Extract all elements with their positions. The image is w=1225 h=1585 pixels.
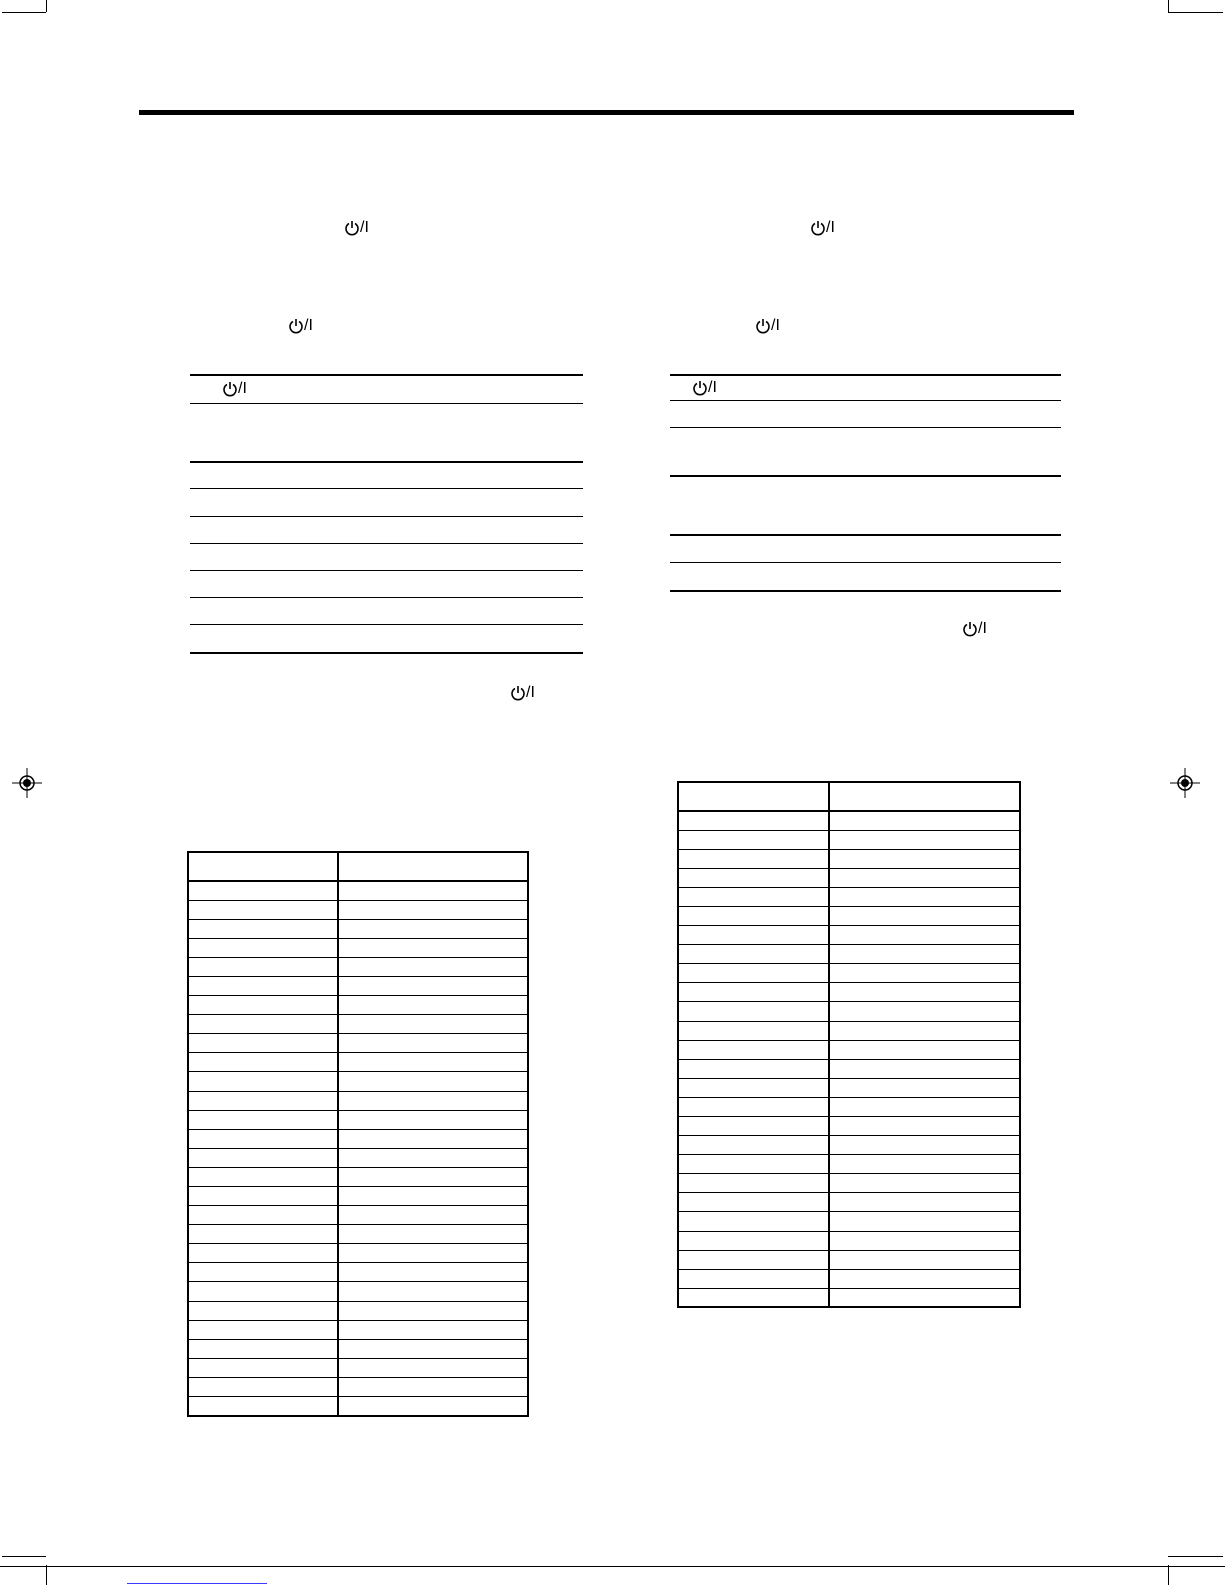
table-cell <box>678 983 829 1002</box>
table-cell <box>678 1021 829 1040</box>
table-row <box>188 1358 528 1377</box>
heading-rule <box>139 110 1074 115</box>
table-row <box>678 1117 1020 1136</box>
table-cell <box>338 1377 528 1396</box>
table-row <box>188 976 528 995</box>
table-row <box>678 906 1020 925</box>
table-cell <box>188 1091 338 1110</box>
table-cell <box>188 938 338 957</box>
table-row <box>678 1288 1020 1307</box>
table-cell <box>678 1136 829 1155</box>
table-cell <box>338 996 528 1015</box>
table-cell <box>338 1225 528 1244</box>
power-label: /I <box>978 620 987 637</box>
table-cell <box>829 983 1020 1002</box>
table-row <box>188 1167 528 1186</box>
table-cell <box>188 1301 338 1320</box>
left-data-table <box>187 851 529 1417</box>
table-row <box>678 1002 1020 1021</box>
table-row <box>188 1091 528 1110</box>
table-cell <box>829 906 1020 925</box>
table-rule <box>190 570 583 571</box>
table-cell <box>188 1015 338 1034</box>
table-cell <box>338 1358 528 1377</box>
table-cell <box>188 1167 338 1186</box>
table-cell <box>678 1193 829 1212</box>
table-cell <box>829 1212 1020 1231</box>
table-cell <box>188 1339 338 1358</box>
registration-mark-icon <box>12 768 42 798</box>
table-cell <box>678 1231 829 1250</box>
power-label: /I <box>304 317 313 334</box>
table-row <box>188 1397 528 1416</box>
power-standby-icon <box>223 381 237 397</box>
table-cell <box>188 1034 338 1053</box>
table-cell <box>829 849 1020 868</box>
right-data-table <box>677 781 1021 1308</box>
table-cell <box>338 1339 528 1358</box>
table-cell <box>338 919 528 938</box>
table-row <box>678 945 1020 964</box>
power-standby-icon <box>963 621 977 637</box>
table-row <box>188 1072 528 1091</box>
table-row <box>188 1339 528 1358</box>
table-cell <box>678 830 829 849</box>
table-row <box>678 926 1020 945</box>
table-cell <box>829 1193 1020 1212</box>
table-row <box>678 1078 1020 1097</box>
table-row <box>188 881 528 900</box>
power-symbol <box>511 683 535 703</box>
table-cell <box>188 1397 338 1416</box>
table-cell <box>678 1250 829 1269</box>
power-label: /I <box>238 380 247 397</box>
table-cell <box>188 1148 338 1167</box>
power-standby-icon <box>811 220 825 236</box>
table-cell <box>678 868 829 887</box>
table-row <box>678 1174 1020 1193</box>
table-row <box>188 996 528 1015</box>
table-cell <box>338 1072 528 1091</box>
table-rule <box>190 652 583 654</box>
table-row <box>678 830 1020 849</box>
crop-mark-br-v <box>1168 1565 1169 1585</box>
table-row <box>188 1015 528 1034</box>
power-label: /I <box>771 317 780 334</box>
table-row <box>678 811 1020 830</box>
power-standby-icon <box>693 380 707 396</box>
table-cell <box>188 1282 338 1301</box>
table-rule <box>190 516 583 517</box>
table-rule <box>670 562 1061 563</box>
table-cell <box>338 1110 528 1129</box>
table-cell <box>188 1377 338 1396</box>
table-cell <box>678 1097 829 1116</box>
table-cell <box>188 957 338 976</box>
table-row <box>188 938 528 957</box>
table-row <box>678 1040 1020 1059</box>
table-cell <box>338 1053 528 1072</box>
table-row <box>678 849 1020 868</box>
table-cell <box>829 887 1020 906</box>
table-cell <box>188 1072 338 1091</box>
crop-mark-bl-h <box>2 1556 46 1557</box>
table-cell <box>678 1002 829 1021</box>
table-cell <box>338 881 528 900</box>
table-row <box>678 1269 1020 1288</box>
table-rule <box>670 534 1061 536</box>
table-header-row <box>188 852 528 881</box>
table-cell <box>188 900 338 919</box>
table-cell <box>678 906 829 925</box>
table-row <box>678 1097 1020 1116</box>
table-cell <box>338 1244 528 1263</box>
table-row <box>678 1231 1020 1250</box>
footer-link-underline <box>127 1583 267 1584</box>
table-header-cell <box>829 782 1020 811</box>
power-label: /I <box>708 379 717 396</box>
table-cell <box>829 926 1020 945</box>
table-row <box>678 964 1020 983</box>
table-cell <box>829 868 1020 887</box>
table-rule <box>670 374 1061 376</box>
crop-mark-bl-v <box>46 1565 47 1585</box>
table-cell <box>829 1174 1020 1193</box>
table-cell <box>678 926 829 945</box>
table-rule <box>190 624 583 625</box>
table-rule <box>670 427 1061 428</box>
crop-mark-tr-h <box>1168 12 1223 13</box>
table-rule <box>190 403 583 404</box>
power-symbol <box>345 218 369 238</box>
table-row <box>678 1155 1020 1174</box>
table-row <box>188 1148 528 1167</box>
table-cell <box>188 881 338 900</box>
table-cell <box>678 887 829 906</box>
table-cell <box>678 1117 829 1136</box>
table-row <box>188 1053 528 1072</box>
table-header-cell <box>188 852 338 881</box>
table-rule <box>190 488 583 489</box>
table-cell <box>678 1269 829 1288</box>
table-rule <box>670 590 1061 592</box>
table-row <box>188 1225 528 1244</box>
table-cell <box>829 945 1020 964</box>
power-symbol <box>811 218 835 238</box>
table-cell <box>678 849 829 868</box>
table-cell <box>188 1244 338 1263</box>
table-cell <box>829 1059 1020 1078</box>
power-standby-icon <box>289 318 303 334</box>
table-cell <box>829 1021 1020 1040</box>
table-row <box>188 1301 528 1320</box>
table-cell <box>188 1320 338 1339</box>
table-rule <box>670 400 1061 401</box>
table-cell <box>188 1187 338 1206</box>
table-cell <box>338 1206 528 1225</box>
table-row <box>188 1129 528 1148</box>
table-cell <box>188 1358 338 1377</box>
power-standby-icon <box>345 220 359 236</box>
table-header-row <box>678 782 1020 811</box>
table-cell <box>678 1155 829 1174</box>
table-row <box>188 1206 528 1225</box>
table-cell <box>678 1288 829 1307</box>
table-cell <box>338 957 528 976</box>
table-row <box>678 868 1020 887</box>
table-row <box>678 887 1020 906</box>
crop-mark-tr-v <box>1168 0 1169 12</box>
table-cell <box>678 1078 829 1097</box>
table-cell <box>678 945 829 964</box>
table-rule <box>670 475 1061 477</box>
table-header-cell <box>338 852 528 881</box>
table-header-cell <box>678 782 829 811</box>
table-row <box>678 983 1020 1002</box>
table-row <box>188 1110 528 1129</box>
table-row <box>188 957 528 976</box>
power-label: /I <box>360 219 369 236</box>
table-row <box>188 919 528 938</box>
table-rule <box>190 597 583 598</box>
table-cell <box>338 1187 528 1206</box>
crop-mark-tl-h <box>2 12 46 13</box>
table-cell <box>829 1117 1020 1136</box>
table-row <box>188 1263 528 1282</box>
table-cell <box>829 1040 1020 1059</box>
table-cell <box>829 964 1020 983</box>
table-cell <box>338 1091 528 1110</box>
table-cell <box>678 1174 829 1193</box>
table-cell <box>829 1097 1020 1116</box>
power-label: /I <box>526 684 535 701</box>
table-row <box>678 1193 1020 1212</box>
table-cell <box>338 1301 528 1320</box>
table-cell <box>338 1397 528 1416</box>
table-cell <box>188 1225 338 1244</box>
table-cell <box>338 1282 528 1301</box>
table-cell <box>678 1212 829 1231</box>
table-cell <box>338 1015 528 1034</box>
table-cell <box>188 1110 338 1129</box>
table-row <box>678 1021 1020 1040</box>
table-row <box>188 1377 528 1396</box>
table-cell <box>678 1040 829 1059</box>
power-standby-icon <box>511 685 525 701</box>
table-cell <box>829 1250 1020 1269</box>
crop-mark-br-h <box>1168 1556 1223 1557</box>
table-rule <box>190 543 583 544</box>
table-cell <box>338 938 528 957</box>
table-cell <box>338 1263 528 1282</box>
table-cell <box>829 1078 1020 1097</box>
table-cell <box>338 1320 528 1339</box>
table-row <box>678 1250 1020 1269</box>
power-label: /I <box>826 219 835 236</box>
power-standby-icon <box>756 318 770 334</box>
table-row <box>188 1244 528 1263</box>
table-cell <box>188 976 338 995</box>
table-cell <box>829 1231 1020 1250</box>
table-row <box>188 1320 528 1339</box>
bottom-trim-line <box>0 1566 1225 1567</box>
table-cell <box>188 1129 338 1148</box>
table-cell <box>829 1136 1020 1155</box>
power-symbol <box>963 619 987 639</box>
table-row <box>188 1187 528 1206</box>
table-cell <box>338 1167 528 1186</box>
crop-mark-tl-v <box>46 0 47 12</box>
table-cell <box>338 900 528 919</box>
power-symbol <box>289 316 313 336</box>
table-cell <box>678 1059 829 1078</box>
power-symbol <box>756 316 780 336</box>
table-cell <box>678 964 829 983</box>
table-cell <box>188 996 338 1015</box>
table-cell <box>829 1155 1020 1174</box>
table-cell <box>829 1269 1020 1288</box>
table-cell <box>338 1148 528 1167</box>
table-cell <box>338 1129 528 1148</box>
table-cell <box>188 1206 338 1225</box>
table-cell <box>829 830 1020 849</box>
steps-header-symbol <box>693 378 717 398</box>
table-row <box>678 1136 1020 1155</box>
table-row <box>188 900 528 919</box>
table-row <box>678 1059 1020 1078</box>
table-cell <box>188 919 338 938</box>
table-row <box>188 1282 528 1301</box>
table-cell <box>338 1034 528 1053</box>
table-row <box>678 1212 1020 1231</box>
table-cell <box>338 976 528 995</box>
table-cell <box>188 1263 338 1282</box>
table-cell <box>829 811 1020 830</box>
registration-mark-icon <box>1170 768 1200 798</box>
table-cell <box>829 1002 1020 1021</box>
table-cell <box>678 811 829 830</box>
table-rule <box>190 374 583 376</box>
table-rule <box>190 461 583 463</box>
table-cell <box>829 1288 1020 1307</box>
steps-header-symbol <box>223 379 247 399</box>
table-cell <box>188 1053 338 1072</box>
table-row <box>188 1034 528 1053</box>
